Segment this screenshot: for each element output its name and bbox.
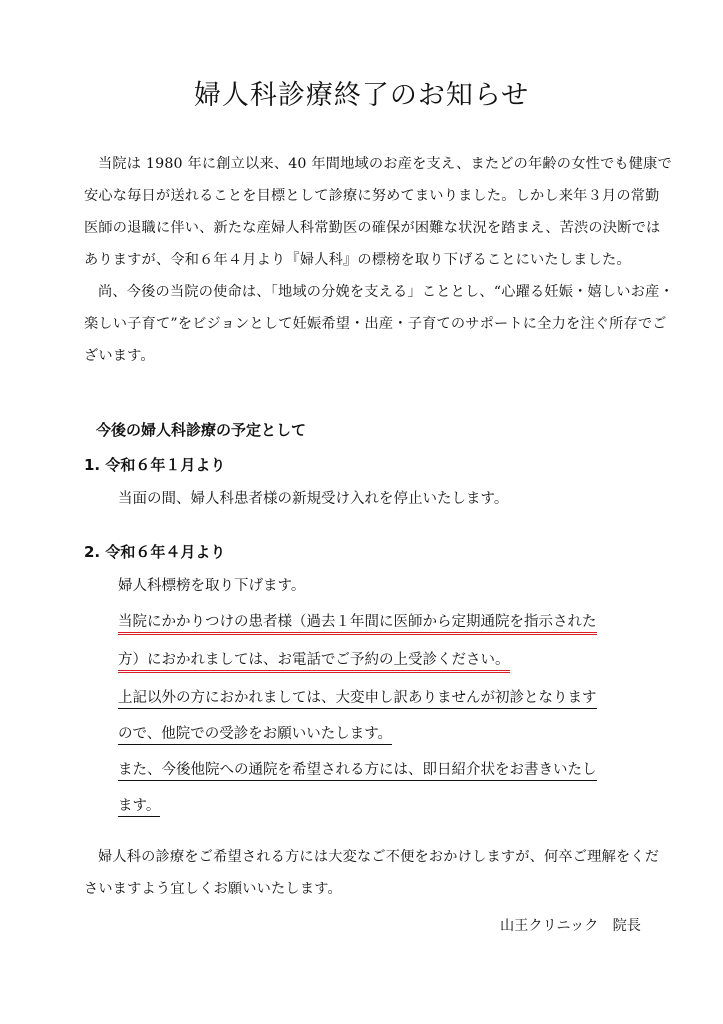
- schedule-heading: 今後の婦人科診療の予定として: [96, 421, 307, 439]
- page-title: 婦人科診療終了のお知らせ: [193, 80, 530, 111]
- section2-underlined-line: [118, 686, 597, 710]
- red-underlined-text: 当院にかかりつけの患者様（過去１年間に医師から定期通院を指示された: [118, 614, 597, 635]
- underlined-text: ます。: [118, 798, 160, 817]
- underlined-text: また、今後他院への通院を希望される方には、即日紹介状をお書きいたし: [118, 762, 597, 781]
- section2-underlined-line: [118, 758, 597, 782]
- section2-highlight-line: [118, 610, 597, 634]
- intro-line: 医師の退職に伴い、新たな産婦人科常勤医の確保が困難な状況を踏まえ、苦渋の決断では: [84, 220, 661, 236]
- closing-paragraph: [84, 841, 660, 905]
- intro-line: 安心な毎日が送れることを目標として診療に努めてまいりました。しかし来年３月の常勤: [84, 188, 660, 204]
- red-underlined-text: 方）におかれましては、お電話でご予約の上受診ください。: [118, 652, 510, 673]
- intro-line: ざいます。: [84, 348, 155, 364]
- section2-title: 2. 令和６年４月より: [84, 543, 226, 561]
- section2-line: 婦人科標榜を取り下げます。: [118, 578, 306, 594]
- underlined-text: 上記以外の方におかれましては、大変申し訳ありませんが初診となります: [118, 690, 597, 709]
- section2-underlined-line: [118, 794, 160, 818]
- signature: 山王クリニック 院長: [499, 918, 641, 934]
- closing-line: 婦人科の診療をご希望される方には大変なご不便をおかけしますが、何卒ご理解をくだ: [98, 849, 660, 865]
- intro-line: ありますが、令和６年４月より『婦人科』の標榜を取り下げることにいたしました。: [84, 252, 631, 268]
- section2-underlined-line: [118, 722, 392, 746]
- intro-paragraph: [84, 148, 674, 372]
- section1-text: 当面の間、婦人科患者様の新規受け入れを停止いたします。: [118, 491, 509, 507]
- intro-line: 楽しい子育て”をビジョンとして妊娠希望・出産・子育てのサポートに全力を注ぐ所存でご: [84, 316, 667, 332]
- intro-line: 当院は 1980 年に創立以来、40 年間地域のお産を支え、またどの年齢の女性でも健康で: [98, 156, 672, 172]
- intro-line: 尚、今後の当院の使命は、「地域の分娩を支える」こととし、“心躍る妊娠・嬉しいお産・: [98, 284, 674, 300]
- underlined-text: ので、他院での受診をお願いいたします。: [118, 726, 392, 745]
- section2-highlight-line: [118, 648, 510, 672]
- section1-title: 1. 令和６年１月より: [84, 456, 226, 474]
- closing-line: さいますよう宜しくお願いいたします。: [84, 881, 342, 897]
